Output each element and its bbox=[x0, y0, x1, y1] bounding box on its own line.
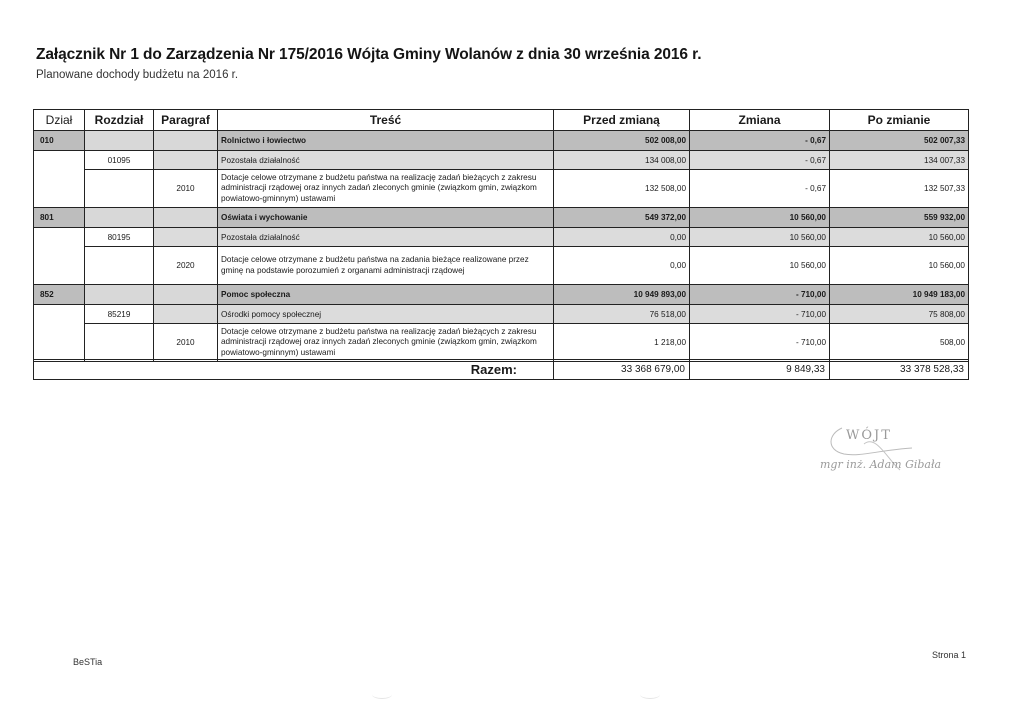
cell-po: 10 560,00 bbox=[830, 228, 969, 247]
cell-paragraf bbox=[154, 305, 218, 324]
footer-software: BeSTia bbox=[73, 657, 103, 667]
cell-przed: 1 218,00 bbox=[554, 324, 690, 362]
header-tresc: Treść bbox=[218, 110, 554, 131]
cell-dzial bbox=[34, 305, 85, 324]
cell-tresc: Pozostała działalność bbox=[218, 151, 554, 170]
total-label: Razem: bbox=[34, 360, 554, 380]
cell-dzial: 852 bbox=[34, 285, 85, 305]
cell-zmiana: - 710,00 bbox=[690, 285, 830, 305]
table-row bbox=[34, 324, 969, 362]
cell-paragraf: 2020 bbox=[154, 247, 218, 285]
cell-po: 75 808,00 bbox=[830, 305, 969, 324]
table-header-row bbox=[34, 110, 969, 131]
cell-przed: 76 518,00 bbox=[554, 305, 690, 324]
cell-zmiana: 10 560,00 bbox=[690, 247, 830, 285]
cell-po: 508,00 bbox=[830, 324, 969, 362]
total-table bbox=[33, 359, 969, 380]
table-row bbox=[34, 285, 969, 305]
header-zmiana: Zmiana bbox=[690, 110, 830, 131]
table-row bbox=[34, 208, 969, 228]
total-zmiana: 9 849,33 bbox=[690, 360, 830, 380]
cell-dzial bbox=[34, 324, 85, 362]
cell-przed: 134 008,00 bbox=[554, 151, 690, 170]
cell-paragraf: 2010 bbox=[154, 324, 218, 362]
budget-table bbox=[33, 109, 969, 362]
scan-mark bbox=[372, 690, 392, 699]
table-row bbox=[34, 247, 969, 285]
cell-paragraf bbox=[154, 151, 218, 170]
scan-mark bbox=[640, 690, 660, 699]
footer-page-number: Strona 1 bbox=[932, 650, 967, 660]
table-row bbox=[34, 131, 969, 151]
header-paragraf: Paragraf bbox=[154, 110, 218, 131]
cell-zmiana: - 0,67 bbox=[690, 170, 830, 208]
cell-rozdzial bbox=[85, 324, 154, 362]
cell-przed: 10 949 893,00 bbox=[554, 285, 690, 305]
table-row bbox=[34, 151, 969, 170]
cell-dzial bbox=[34, 170, 85, 208]
total-przed: 33 368 679,00 bbox=[554, 360, 690, 380]
cell-paragraf bbox=[154, 208, 218, 228]
table-row bbox=[34, 305, 969, 324]
cell-tresc: Pomoc społeczna bbox=[218, 285, 554, 305]
header-po: Po zmianie bbox=[830, 110, 969, 131]
cell-po: 132 507,33 bbox=[830, 170, 969, 208]
stamp-name: mgr inż. Adam Gibała bbox=[820, 458, 942, 471]
cell-tresc: Dotacje celowe otrzymane z budżetu państwa na realizację zadań bieżących z zakresu administracji rządowej oraz innych zadań zleconych gminie (związkom gmin, związkom powiatowo-gminnym) ustawami bbox=[218, 324, 554, 362]
cell-rozdzial bbox=[85, 285, 154, 305]
cell-zmiana: - 0,67 bbox=[690, 131, 830, 151]
cell-po: 134 007,33 bbox=[830, 151, 969, 170]
cell-tresc: Rolnictwo i łowiectwo bbox=[218, 131, 554, 151]
cell-paragraf bbox=[154, 228, 218, 247]
cell-rozdzial bbox=[85, 170, 154, 208]
cell-po: 502 007,33 bbox=[830, 131, 969, 151]
total-row bbox=[34, 360, 969, 380]
cell-dzial: 010 bbox=[34, 131, 85, 151]
table-row bbox=[34, 228, 969, 247]
cell-dzial bbox=[34, 247, 85, 285]
document-title: Załącznik Nr 1 do Zarządzenia Nr 175/2016 Wójta Gminy Wolanów z dnia 30 września 2016 r. bbox=[36, 46, 702, 63]
cell-tresc: Pozostała działalność bbox=[218, 228, 554, 247]
cell-dzial bbox=[34, 151, 85, 170]
cell-tresc: Oświata i wychowanie bbox=[218, 208, 554, 228]
cell-rozdzial: 85219 bbox=[85, 305, 154, 324]
cell-rozdzial: 80195 bbox=[85, 228, 154, 247]
cell-przed: 549 372,00 bbox=[554, 208, 690, 228]
cell-paragraf: 2010 bbox=[154, 170, 218, 208]
total-po: 33 378 528,33 bbox=[830, 360, 969, 380]
cell-przed: 0,00 bbox=[554, 247, 690, 285]
cell-paragraf bbox=[154, 285, 218, 305]
cell-przed: 502 008,00 bbox=[554, 131, 690, 151]
cell-po: 10 560,00 bbox=[830, 247, 969, 285]
cell-zmiana: 10 560,00 bbox=[690, 228, 830, 247]
cell-zmiana: 10 560,00 bbox=[690, 208, 830, 228]
header-przed: Przed zmianą bbox=[554, 110, 690, 131]
cell-zmiana: - 710,00 bbox=[690, 324, 830, 362]
cell-tresc: Ośrodki pomocy społecznej bbox=[218, 305, 554, 324]
cell-przed: 0,00 bbox=[554, 228, 690, 247]
cell-rozdzial: 01095 bbox=[85, 151, 154, 170]
cell-zmiana: - 710,00 bbox=[690, 305, 830, 324]
cell-dzial: 801 bbox=[34, 208, 85, 228]
cell-rozdzial bbox=[85, 131, 154, 151]
cell-tresc: Dotacje celowe otrzymane z budżetu państwa na zadania bieżące realizowane przez gminę na podstawie porozumień z organami administracji rządowej bbox=[218, 247, 554, 285]
cell-paragraf bbox=[154, 131, 218, 151]
cell-rozdzial bbox=[85, 208, 154, 228]
cell-przed: 132 508,00 bbox=[554, 170, 690, 208]
header-dzial: Dział bbox=[34, 110, 85, 131]
stamp-role: WÓJT bbox=[846, 428, 892, 443]
signature-stamp bbox=[820, 420, 970, 480]
cell-tresc: Dotacje celowe otrzymane z budżetu państwa na realizację zadań bieżących z zakresu administracji rządowej oraz innych zadań zleconych gminie (związkom gmin, związkom powiatowo-gminnym) ustawami bbox=[218, 170, 554, 208]
cell-zmiana: - 0,67 bbox=[690, 151, 830, 170]
cell-rozdzial bbox=[85, 247, 154, 285]
table-row bbox=[34, 170, 969, 208]
signature-scribble-icon bbox=[820, 420, 970, 480]
cell-po: 559 932,00 bbox=[830, 208, 969, 228]
cell-po: 10 949 183,00 bbox=[830, 285, 969, 305]
cell-dzial bbox=[34, 228, 85, 247]
document-subtitle: Planowane dochody budżetu na 2016 r. bbox=[36, 69, 239, 81]
header-rozdzial: Rozdział bbox=[85, 110, 154, 131]
